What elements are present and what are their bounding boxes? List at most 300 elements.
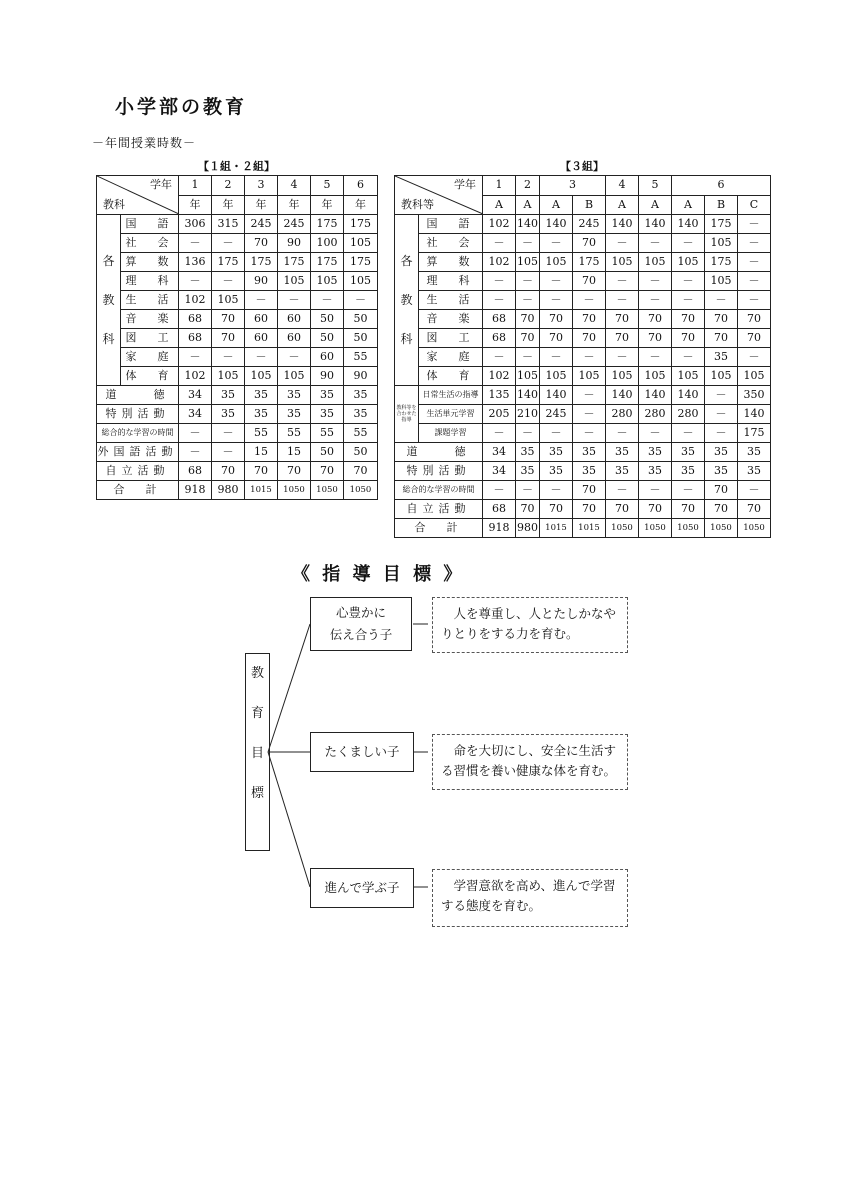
hours-cell: － xyxy=(179,272,212,291)
group-char: 教 xyxy=(102,292,115,307)
root-char: 教 xyxy=(250,666,264,681)
hours-cell: 245 xyxy=(245,215,278,234)
table2-caption: 【３組】 xyxy=(560,160,604,173)
hours-cell: 70 xyxy=(738,500,771,519)
hours-cell: － xyxy=(212,348,245,367)
subject-name: 家 庭 xyxy=(121,348,179,367)
hours-cell: － xyxy=(738,348,771,367)
hours-cell: － xyxy=(672,481,705,500)
hours-cell: － xyxy=(540,348,573,367)
hours-cell: － xyxy=(606,291,639,310)
hours-cell: 35 xyxy=(738,462,771,481)
hours-cell: 70 xyxy=(311,462,344,481)
hours-cell: 55 xyxy=(344,424,378,443)
hours-cell: 35 xyxy=(311,405,344,424)
hours-cell: 105 xyxy=(672,367,705,386)
subject-name: 体 育 xyxy=(419,367,483,386)
hours-cell: 70 xyxy=(606,310,639,329)
hours-cell: 350 xyxy=(738,386,771,405)
hours-cell: 70 xyxy=(540,500,573,519)
hours-cell: 306 xyxy=(179,215,212,234)
hours-cell: － xyxy=(639,481,672,500)
hours-cell: 70 xyxy=(212,310,245,329)
combined-name: 生活単元学習 xyxy=(419,405,483,424)
hours-cell: 140 xyxy=(516,386,540,405)
hours-cell: 35 xyxy=(540,462,573,481)
hours-cell: － xyxy=(540,481,573,500)
activity-name: 特別活動 xyxy=(395,462,483,481)
hours-cell: 34 xyxy=(179,386,212,405)
total-cell: 1050 xyxy=(344,481,378,500)
hours-cell: － xyxy=(516,481,540,500)
hours-cell: 35 xyxy=(639,462,672,481)
header-subject-label: 教科等 xyxy=(401,198,434,211)
hours-cell: 135 xyxy=(483,386,516,405)
hours-cell: 35 xyxy=(573,443,606,462)
hours-cell: 175 xyxy=(705,215,738,234)
hours-cell: － xyxy=(639,272,672,291)
grade-suffix: 年 xyxy=(179,195,212,215)
goal-desc-line: 人を尊重し、人とたしかなや xyxy=(441,606,617,621)
hours-cell: 68 xyxy=(179,310,212,329)
total-cell: 1015 xyxy=(245,481,278,500)
hours-cell: 105 xyxy=(573,367,606,386)
hours-cell: 175 xyxy=(212,253,245,272)
hours-cell: － xyxy=(639,348,672,367)
hours-cell: 60 xyxy=(311,348,344,367)
hours-cell: － xyxy=(483,272,516,291)
hours-cell: － xyxy=(540,291,573,310)
hours-cell: 175 xyxy=(311,253,344,272)
hours-cell: 105 xyxy=(639,367,672,386)
hours-cell: 68 xyxy=(483,329,516,348)
grade-suffix: 年 xyxy=(278,195,311,215)
hours-cell: 175 xyxy=(705,253,738,272)
hours-cell: 140 xyxy=(606,215,639,234)
hours-cell: － xyxy=(672,348,705,367)
grade-header: 2 xyxy=(516,176,540,196)
hours-cell: － xyxy=(179,348,212,367)
hours-cell: － xyxy=(606,234,639,253)
hours-cell: 105 xyxy=(516,367,540,386)
class-header: A xyxy=(672,195,705,215)
class-header: A xyxy=(483,195,516,215)
hours-cell: 105 xyxy=(705,272,738,291)
hours-cell: 70 xyxy=(573,272,606,291)
group-char: 各 xyxy=(400,253,413,268)
hours-cell: － xyxy=(705,386,738,405)
goal-desc-line: りとりをする力を育む。 xyxy=(441,626,579,641)
hours-cell: 140 xyxy=(540,386,573,405)
hours-cell: 205 xyxy=(483,405,516,424)
hours-cell: 70 xyxy=(639,500,672,519)
hours-cell: 70 xyxy=(705,481,738,500)
hours-cell: 102 xyxy=(483,215,516,234)
goal-box-3 xyxy=(310,868,414,908)
class-header: A xyxy=(516,195,540,215)
hours-cell: － xyxy=(516,348,540,367)
hours-cell: － xyxy=(212,424,245,443)
hours-cell: 35 xyxy=(278,386,311,405)
hours-cell: 35 xyxy=(278,405,311,424)
grade-header: 3 xyxy=(540,176,606,196)
hours-cell: 210 xyxy=(516,405,540,424)
subject-name: 図 工 xyxy=(121,329,179,348)
hours-cell: 100 xyxy=(311,234,344,253)
hours-cell: 105 xyxy=(540,253,573,272)
hours-cell: 280 xyxy=(606,405,639,424)
hours-cell: 105 xyxy=(516,253,540,272)
hours-cell: 90 xyxy=(344,367,378,386)
hours-cell: － xyxy=(483,234,516,253)
hours-cell: 105 xyxy=(672,253,705,272)
hours-cell: 105 xyxy=(705,234,738,253)
total-cell: 918 xyxy=(179,481,212,500)
hours-cell: 136 xyxy=(179,253,212,272)
hours-cell: 105 xyxy=(540,367,573,386)
hours-cell: 70 xyxy=(573,310,606,329)
header-grade-label: 学年 xyxy=(454,178,476,191)
hours-cell: － xyxy=(179,234,212,253)
class-header: C xyxy=(738,195,771,215)
hours-cell: － xyxy=(672,291,705,310)
hours-cell: 35 xyxy=(738,443,771,462)
hours-cell: 102 xyxy=(483,253,516,272)
grade-header: 6 xyxy=(672,176,771,196)
total-cell: 980 xyxy=(516,519,540,538)
goal-label: 心豊かに xyxy=(335,605,386,620)
hours-cell: － xyxy=(540,234,573,253)
class-header: B xyxy=(573,195,606,215)
combined-group-label: 教科等を合わせた指導 xyxy=(395,386,419,443)
hours-cell: 105 xyxy=(212,291,245,310)
hours-cell: 70 xyxy=(516,310,540,329)
goal-desc-line: る習慣を養い健康な体を育む。 xyxy=(441,763,617,778)
hours-cell: 35 xyxy=(245,386,278,405)
hours-cell: 175 xyxy=(245,253,278,272)
table1-caption: 【１組・２組】 xyxy=(198,160,275,173)
hours-cell: － xyxy=(705,405,738,424)
hours-cell: 245 xyxy=(278,215,311,234)
hours-cell: 70 xyxy=(606,329,639,348)
hours-cell: 105 xyxy=(705,367,738,386)
grade-header: 5 xyxy=(639,176,672,196)
hours-cell: 70 xyxy=(573,329,606,348)
hours-cell: 105 xyxy=(278,272,311,291)
combined-name: 課題学習 xyxy=(419,424,483,443)
hours-cell: － xyxy=(516,272,540,291)
hours-cell: 60 xyxy=(245,310,278,329)
hours-cell: 15 xyxy=(278,443,311,462)
hours-cell: 245 xyxy=(573,215,606,234)
hours-cell: － xyxy=(540,424,573,443)
activity-name: 道 徳 xyxy=(97,386,179,405)
goal-desc-line: 命を大切にし、安全に生活す xyxy=(441,743,617,758)
class-header: A xyxy=(639,195,672,215)
hours-cell: 68 xyxy=(483,500,516,519)
hours-cell: 70 xyxy=(672,329,705,348)
header-grade-label: 学年 xyxy=(150,178,172,191)
hours-cell: 70 xyxy=(573,481,606,500)
hours-cell: 175 xyxy=(573,253,606,272)
hours-cell: 70 xyxy=(278,462,311,481)
root-char: 育 xyxy=(250,706,264,721)
hours-cell: － xyxy=(606,348,639,367)
grade-suffix: 年 xyxy=(311,195,344,215)
total-cell: 980 xyxy=(212,481,245,500)
subject-name: 生 活 xyxy=(121,291,179,310)
grade-header: 4 xyxy=(606,176,639,196)
hours-cell: 55 xyxy=(344,348,378,367)
hours-cell: 175 xyxy=(344,253,378,272)
hours-cell: 35 xyxy=(212,405,245,424)
total-cell: 1050 xyxy=(606,519,639,538)
hours-cell: 68 xyxy=(179,329,212,348)
hours-cell: 280 xyxy=(672,405,705,424)
activity-name: 自立活動 xyxy=(395,500,483,519)
hours-cell: 50 xyxy=(311,310,344,329)
education-goal-box xyxy=(245,653,270,851)
goal-label: 伝え合う子 xyxy=(329,627,393,642)
hours-cell: － xyxy=(573,405,606,424)
subject-name: 図 工 xyxy=(419,329,483,348)
hours-cell: － xyxy=(672,424,705,443)
hours-cell: 34 xyxy=(483,443,516,462)
hours-cell: 105 xyxy=(606,367,639,386)
hours-cell: 140 xyxy=(672,215,705,234)
goal-desc-line: 学習意欲を高め、進んで学習 xyxy=(441,878,616,893)
hours-cell: 55 xyxy=(311,424,344,443)
hours-cell: 140 xyxy=(639,386,672,405)
subject-name: 社 会 xyxy=(419,234,483,253)
subject-name: 音 楽 xyxy=(419,310,483,329)
hours-cell: － xyxy=(606,424,639,443)
hours-cell: － xyxy=(212,272,245,291)
hours-cell: － xyxy=(705,424,738,443)
hours-cell: － xyxy=(573,291,606,310)
hours-cell: 35 xyxy=(540,443,573,462)
hours-cell: 55 xyxy=(278,424,311,443)
hours-cell: 68 xyxy=(483,310,516,329)
hours-cell: 50 xyxy=(311,329,344,348)
grade-header: 2 xyxy=(212,176,245,196)
hours-cell: － xyxy=(639,234,672,253)
hours-cell: 175 xyxy=(344,215,378,234)
hours-cell: 35 xyxy=(212,386,245,405)
hours-cell: 70 xyxy=(540,329,573,348)
hours-cell: － xyxy=(212,234,245,253)
goal-desc-3 xyxy=(432,869,628,927)
hours-cell: － xyxy=(738,291,771,310)
hours-cell: 70 xyxy=(212,329,245,348)
hours-cell: 140 xyxy=(738,405,771,424)
hours-cell: 34 xyxy=(179,405,212,424)
hours-cell: 70 xyxy=(705,329,738,348)
hours-cell: 140 xyxy=(516,215,540,234)
total-cell: 918 xyxy=(483,519,516,538)
hours-cell: 70 xyxy=(540,310,573,329)
hours-cell: 140 xyxy=(639,215,672,234)
activity-name: 特別活動 xyxy=(97,405,179,424)
hours-cell: － xyxy=(311,291,344,310)
hours-cell: 90 xyxy=(278,234,311,253)
hours-cell: 90 xyxy=(245,272,278,291)
hours-cell: 35 xyxy=(606,443,639,462)
total-cell: 1015 xyxy=(540,519,573,538)
hours-cell: － xyxy=(483,348,516,367)
hours-cell: 35 xyxy=(245,405,278,424)
hours-cell: 35 xyxy=(344,386,378,405)
hours-cell: 280 xyxy=(639,405,672,424)
total-cell: 1050 xyxy=(278,481,311,500)
total-cell: 1050 xyxy=(311,481,344,500)
goal-label: たくましい子 xyxy=(324,744,400,759)
connector-1 xyxy=(268,624,310,752)
total-cell: 1050 xyxy=(705,519,738,538)
subject-name: 算 数 xyxy=(419,253,483,272)
subject-name: 国 語 xyxy=(419,215,483,234)
hours-cell: 70 xyxy=(245,462,278,481)
subject-name: 社 会 xyxy=(121,234,179,253)
hours-cell: 105 xyxy=(606,253,639,272)
subject-name: 理 科 xyxy=(419,272,483,291)
activity-name: 総合的な学習の時間 xyxy=(395,481,483,500)
hours-cell: － xyxy=(212,443,245,462)
grade-header: 3 xyxy=(245,176,278,196)
hours-cell: － xyxy=(179,424,212,443)
class-header: A xyxy=(540,195,573,215)
hours-cell: 70 xyxy=(738,329,771,348)
subject-name: 算 数 xyxy=(121,253,179,272)
hours-cell: 70 xyxy=(705,310,738,329)
activity-name: 自立活動 xyxy=(97,462,179,481)
hours-cell: 55 xyxy=(245,424,278,443)
hours-cell: 35 xyxy=(672,462,705,481)
hours-cell: 35 xyxy=(705,443,738,462)
hours-cell: 35 xyxy=(344,405,378,424)
hours-cell: － xyxy=(738,253,771,272)
hours-cell: 70 xyxy=(672,500,705,519)
hours-cell: 50 xyxy=(344,443,378,462)
hours-cell: 90 xyxy=(311,367,344,386)
group-char: 科 xyxy=(400,331,413,346)
hours-cell: － xyxy=(606,272,639,291)
hours-cell: 70 xyxy=(573,234,606,253)
hours-cell: － xyxy=(573,348,606,367)
goals-title: 《 指 導 目 標 》 xyxy=(292,564,465,585)
hours-cell: － xyxy=(278,348,311,367)
total-cell: 1050 xyxy=(738,519,771,538)
hours-cell: 60 xyxy=(278,310,311,329)
hours-cell: 35 xyxy=(639,443,672,462)
hours-cell: 105 xyxy=(344,234,378,253)
hours-cell: 50 xyxy=(344,329,378,348)
page-title: 小学部の教育 xyxy=(115,96,248,118)
hours-cell: 315 xyxy=(212,215,245,234)
hours-cell: 70 xyxy=(705,500,738,519)
goal-desc-1 xyxy=(432,597,628,653)
hours-cell: 105 xyxy=(311,272,344,291)
hours-cell: 175 xyxy=(738,424,771,443)
group-char: 教 xyxy=(400,292,413,307)
hours-cell: － xyxy=(483,424,516,443)
hours-cell: － xyxy=(540,272,573,291)
hours-cell: － xyxy=(606,481,639,500)
hours-cell: 50 xyxy=(344,310,378,329)
hours-cell: 35 xyxy=(705,348,738,367)
hours-cell: 102 xyxy=(179,367,212,386)
grade-suffix: 年 xyxy=(212,195,245,215)
hours-cell: － xyxy=(639,291,672,310)
hours-cell: 70 xyxy=(639,310,672,329)
hours-cell: － xyxy=(738,234,771,253)
hours-cell: － xyxy=(483,481,516,500)
goal-label: 進んで学ぶ子 xyxy=(324,880,400,895)
hours-cell: 70 xyxy=(212,462,245,481)
goal-box-2 xyxy=(310,732,414,772)
total-cell: 1015 xyxy=(573,519,606,538)
grade-header: 1 xyxy=(179,176,212,196)
hours-cell: 70 xyxy=(606,500,639,519)
hours-cell: 70 xyxy=(672,310,705,329)
hours-cell: 105 xyxy=(245,367,278,386)
hours-cell: 50 xyxy=(311,443,344,462)
hours-cell: － xyxy=(344,291,378,310)
subject-name: 体 育 xyxy=(121,367,179,386)
hours-cell: － xyxy=(738,272,771,291)
hours-cell: － xyxy=(179,443,212,462)
hours-cell: － xyxy=(573,424,606,443)
hours-cell: 105 xyxy=(278,367,311,386)
hours-cell: 35 xyxy=(516,462,540,481)
hours-cell: 35 xyxy=(311,386,344,405)
hours-cell: － xyxy=(245,348,278,367)
hours-cell: 175 xyxy=(311,215,344,234)
hours-cell: － xyxy=(516,291,540,310)
total-label: 合 計 xyxy=(395,519,483,538)
hours-cell: 35 xyxy=(705,462,738,481)
hours-cell: － xyxy=(738,481,771,500)
hours-cell: 175 xyxy=(278,253,311,272)
hours-cell: 35 xyxy=(672,443,705,462)
grade-header: 4 xyxy=(278,176,311,196)
hours-cell: － xyxy=(516,424,540,443)
total-label: 合 計 xyxy=(97,481,179,500)
hours-cell: － xyxy=(245,291,278,310)
root-char: 目 xyxy=(250,746,264,761)
hours-cell: 70 xyxy=(516,500,540,519)
hours-cell: 105 xyxy=(344,272,378,291)
hours-cell: 35 xyxy=(573,462,606,481)
hours-cell: 34 xyxy=(483,462,516,481)
hours-cell: － xyxy=(483,291,516,310)
hours-cell: － xyxy=(516,234,540,253)
goal-desc-line: する態度を育む。 xyxy=(441,898,542,913)
hours-cell: 60 xyxy=(278,329,311,348)
subject-name: 理 科 xyxy=(121,272,179,291)
hours-cell: － xyxy=(672,234,705,253)
hours-cell: 70 xyxy=(245,234,278,253)
hours-cell: － xyxy=(705,291,738,310)
hours-cell: 60 xyxy=(245,329,278,348)
hours-cell: 102 xyxy=(483,367,516,386)
combined-name: 日常生活の指導 xyxy=(419,386,483,405)
hours-cell: － xyxy=(672,272,705,291)
subject-name: 国 語 xyxy=(121,215,179,234)
connector-3 xyxy=(268,752,310,887)
subject-name: 家 庭 xyxy=(419,348,483,367)
activity-name: 道 徳 xyxy=(395,443,483,462)
